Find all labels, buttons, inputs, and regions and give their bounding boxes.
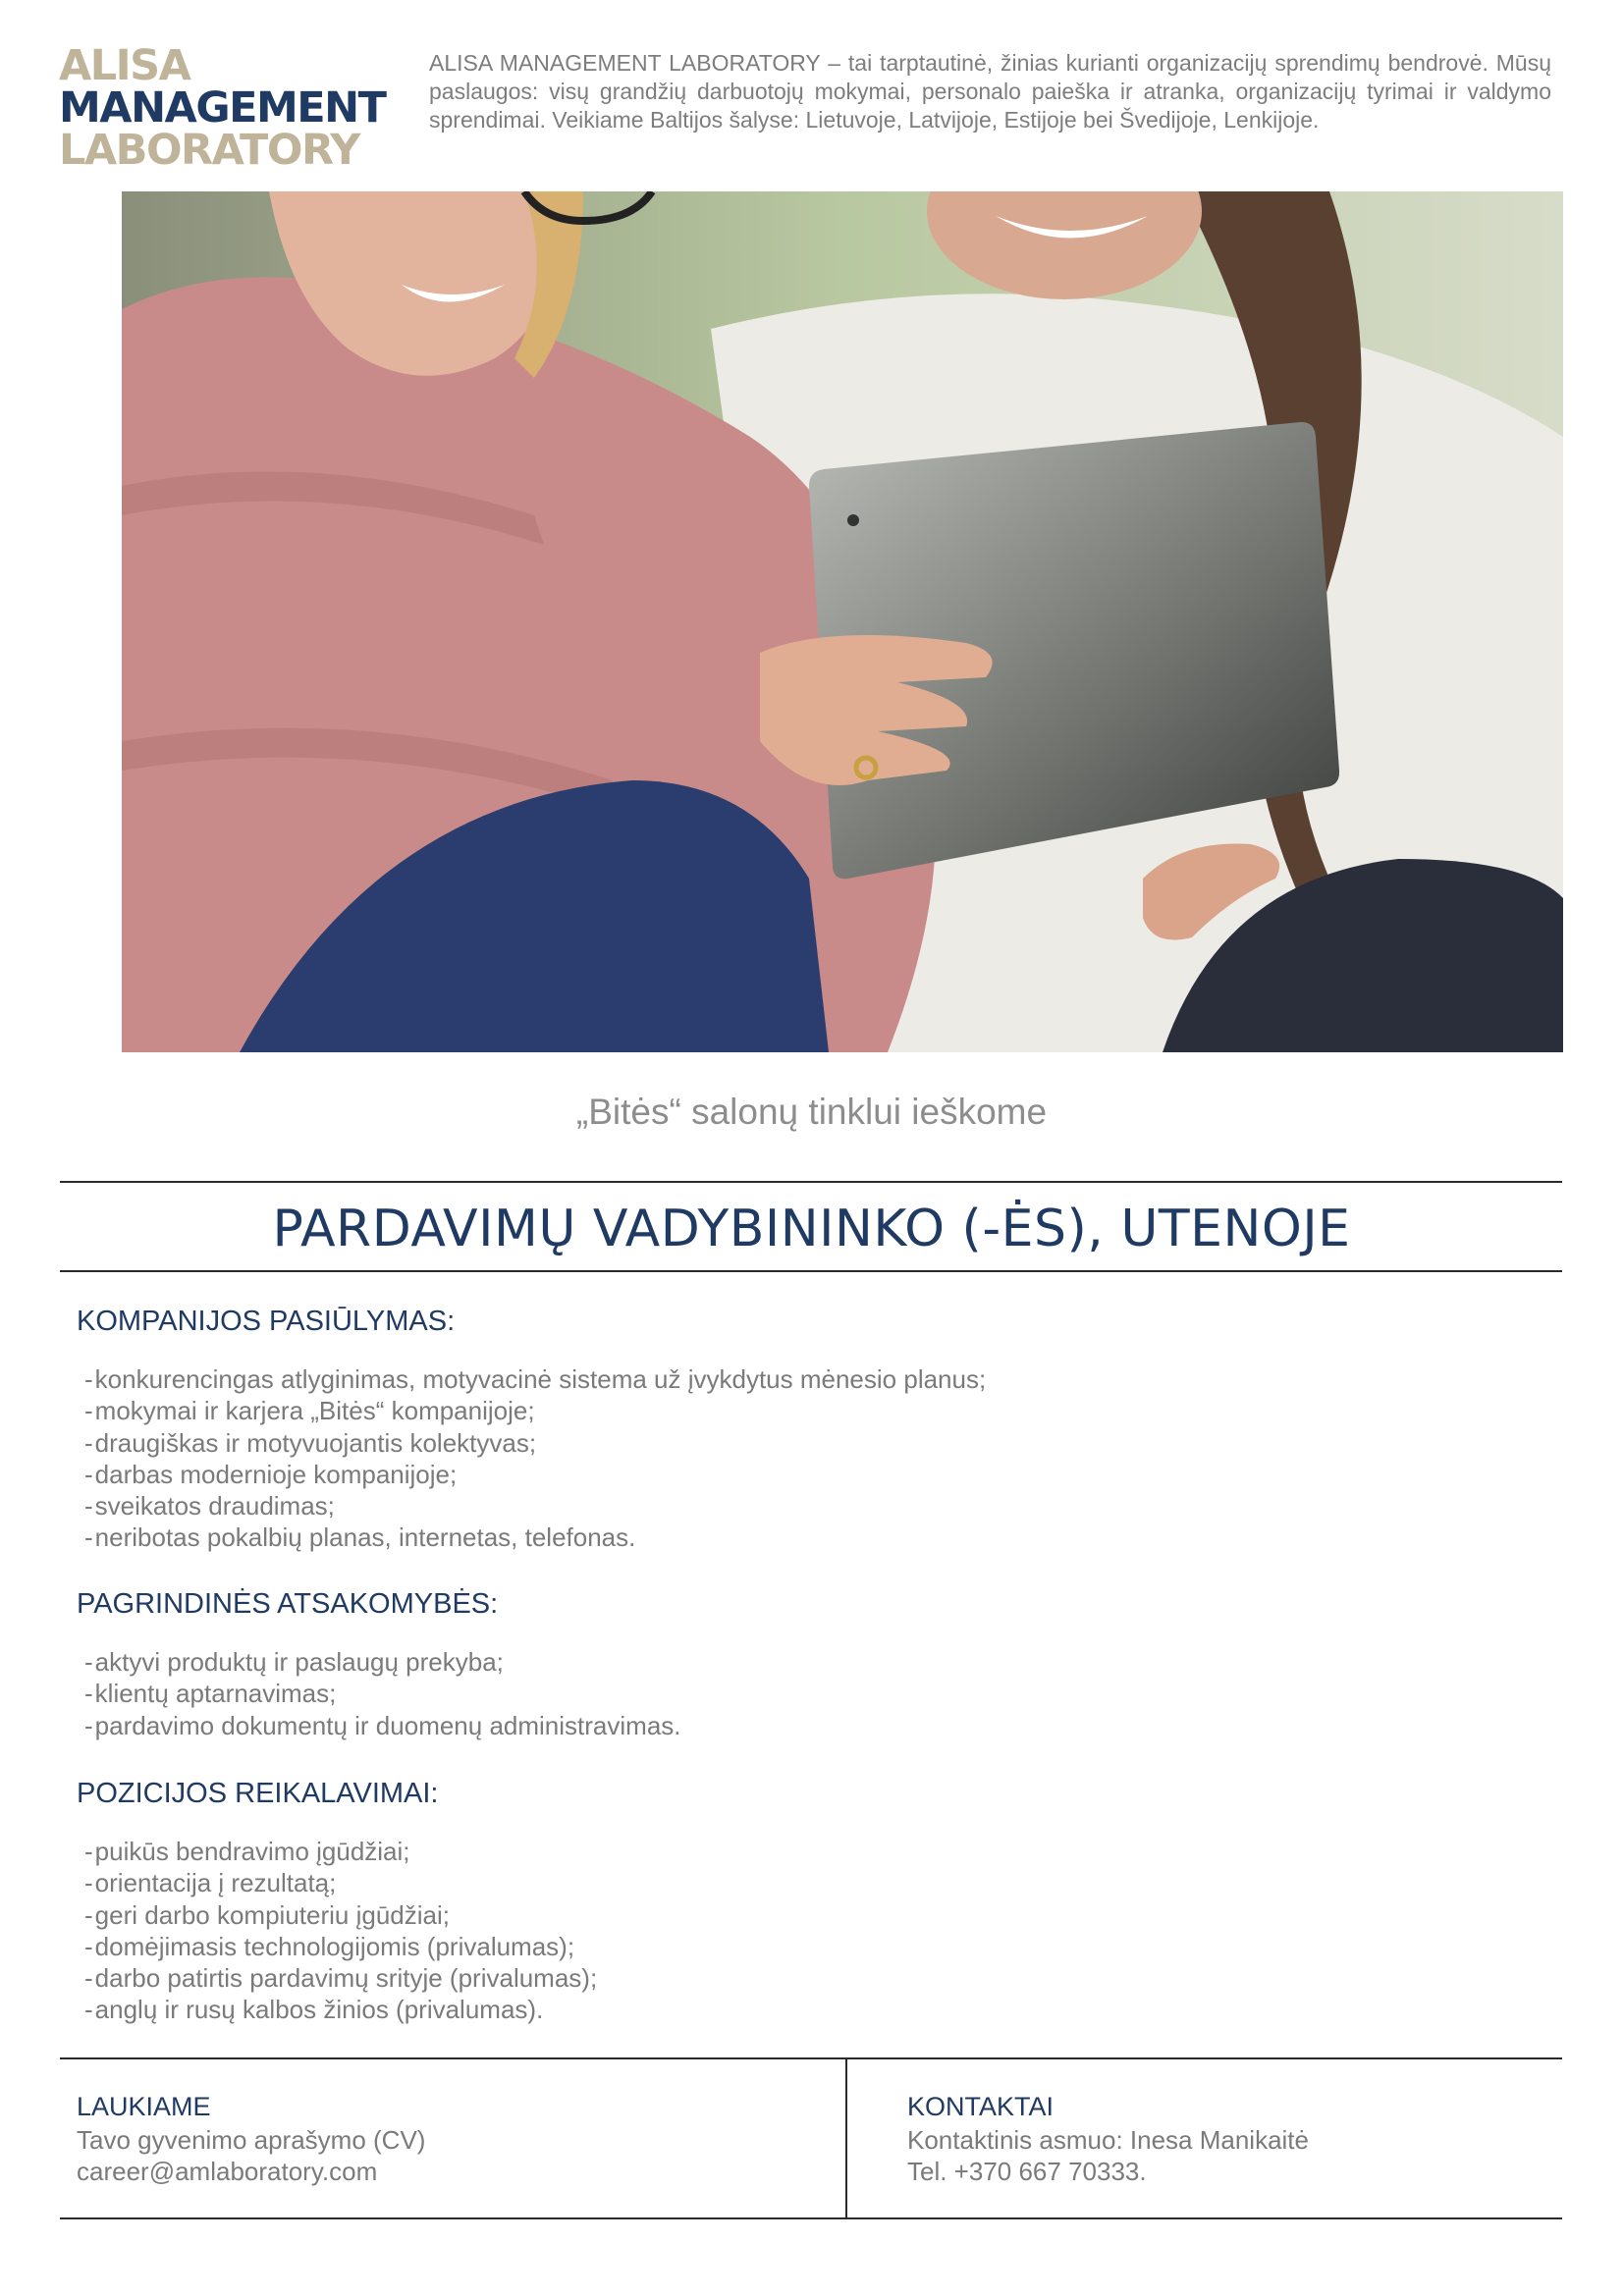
duties-list [84,1646,681,1741]
footer-top-divider [60,2057,1562,2059]
list-item: - sveikatos draudimas; [84,1490,986,1522]
requirements-list [84,1836,597,2026]
list-item: - aktyvi produktų ir paslaugų prekyba; [84,1646,681,1678]
list-item: - draugiškas ir motyvuojantis kolektyvas; [84,1427,986,1459]
list-item: - mokymai ir karjera „Bitės“ kompanijoje; [84,1395,986,1426]
requirements-heading: POZICIJOS REIKALAVIMAI: [77,1778,439,1809]
job-title: PARDAVIMŲ VADYBININKO (-ĖS), UTENOJE [272,1200,1351,1258]
logo-line-alisa: ALISA [59,41,190,90]
logo-line-management: MANAGEMENT [59,83,386,133]
apply-cv-text: Tavo gyvenimo aprašymo (CV) [77,2125,426,2155]
list-item: - domėjimasis technologijomis (privalumas); [84,1931,597,1962]
duties-heading: PAGRINDINĖS ATSAKOMYBĖS: [77,1588,499,1620]
logo-line-laboratory: LABORATORY [59,126,359,175]
apply-email-link[interactable]: career@amlaboratory.com [77,2157,378,2186]
apply-heading: LAUKIAME [77,2092,211,2121]
contact-phone[interactable]: Tel. +370 667 70333. [907,2157,1147,2186]
list-item: - orientacija į rezultatą; [84,1867,597,1898]
title-top-divider [60,1181,1562,1183]
footer-bottom-divider [60,2217,1562,2219]
company-logo [59,41,386,175]
list-item: - puikūs bendravimo įgūdžiai; [84,1836,597,1867]
list-item: - pardavimo dokumentų ir duomenų administravimas. [84,1710,681,1741]
two-women-with-tablet-photo-icon [122,191,1563,1052]
contacts-heading: KONTAKTAI [907,2092,1055,2121]
company-intro: ALISA MANAGEMENT LABORATORY – tai tarptautinė, žinias kurianti organizacijų sprendimų bendrovė. Mūsų paslaugos: visų grandžių darbuotojų mokymai, personalo paieška ir atranka, organizacijų tyrimai ir valdymo sprendimai. Veikiame Baltijos šalyse: Lietuvoje, Latvijoje, Estijoje bei Švedijoje, Lenkijoje. [429,50,1551,133]
footer-column-divider [845,2058,847,2218]
list-item: - darbo patirtis pardavimų srityje (privalumas); [84,1962,597,1994]
list-item: - darbas modernioje kompanijoje; [84,1459,986,1490]
list-item: - anglų ir rusų kalbos žinios (privalumas). [84,1994,597,2025]
list-item: - neribotas pokalbių planas, internetas, telefonas. [84,1522,986,1553]
offer-heading: KOMPANIJOS PASIŪLYMAS: [77,1306,456,1337]
list-item: - konkurencingas atlyginimas, motyvacinė sistema už įvykdytus mėnesio planus; [84,1363,986,1395]
list-item: - klientų aptarnavimas; [84,1678,681,1709]
hero-photo [122,191,1563,1052]
offer-list [84,1363,986,1554]
title-bottom-divider [60,1270,1562,1272]
contact-person: Kontaktinis asmuo: Inesa Manikaitė [907,2125,1309,2155]
list-item: - geri darbo kompiuteriu įgūdžiai; [84,1899,597,1931]
subtitle: „Bitės“ salonų tinklui ieškome [575,1092,1048,1132]
